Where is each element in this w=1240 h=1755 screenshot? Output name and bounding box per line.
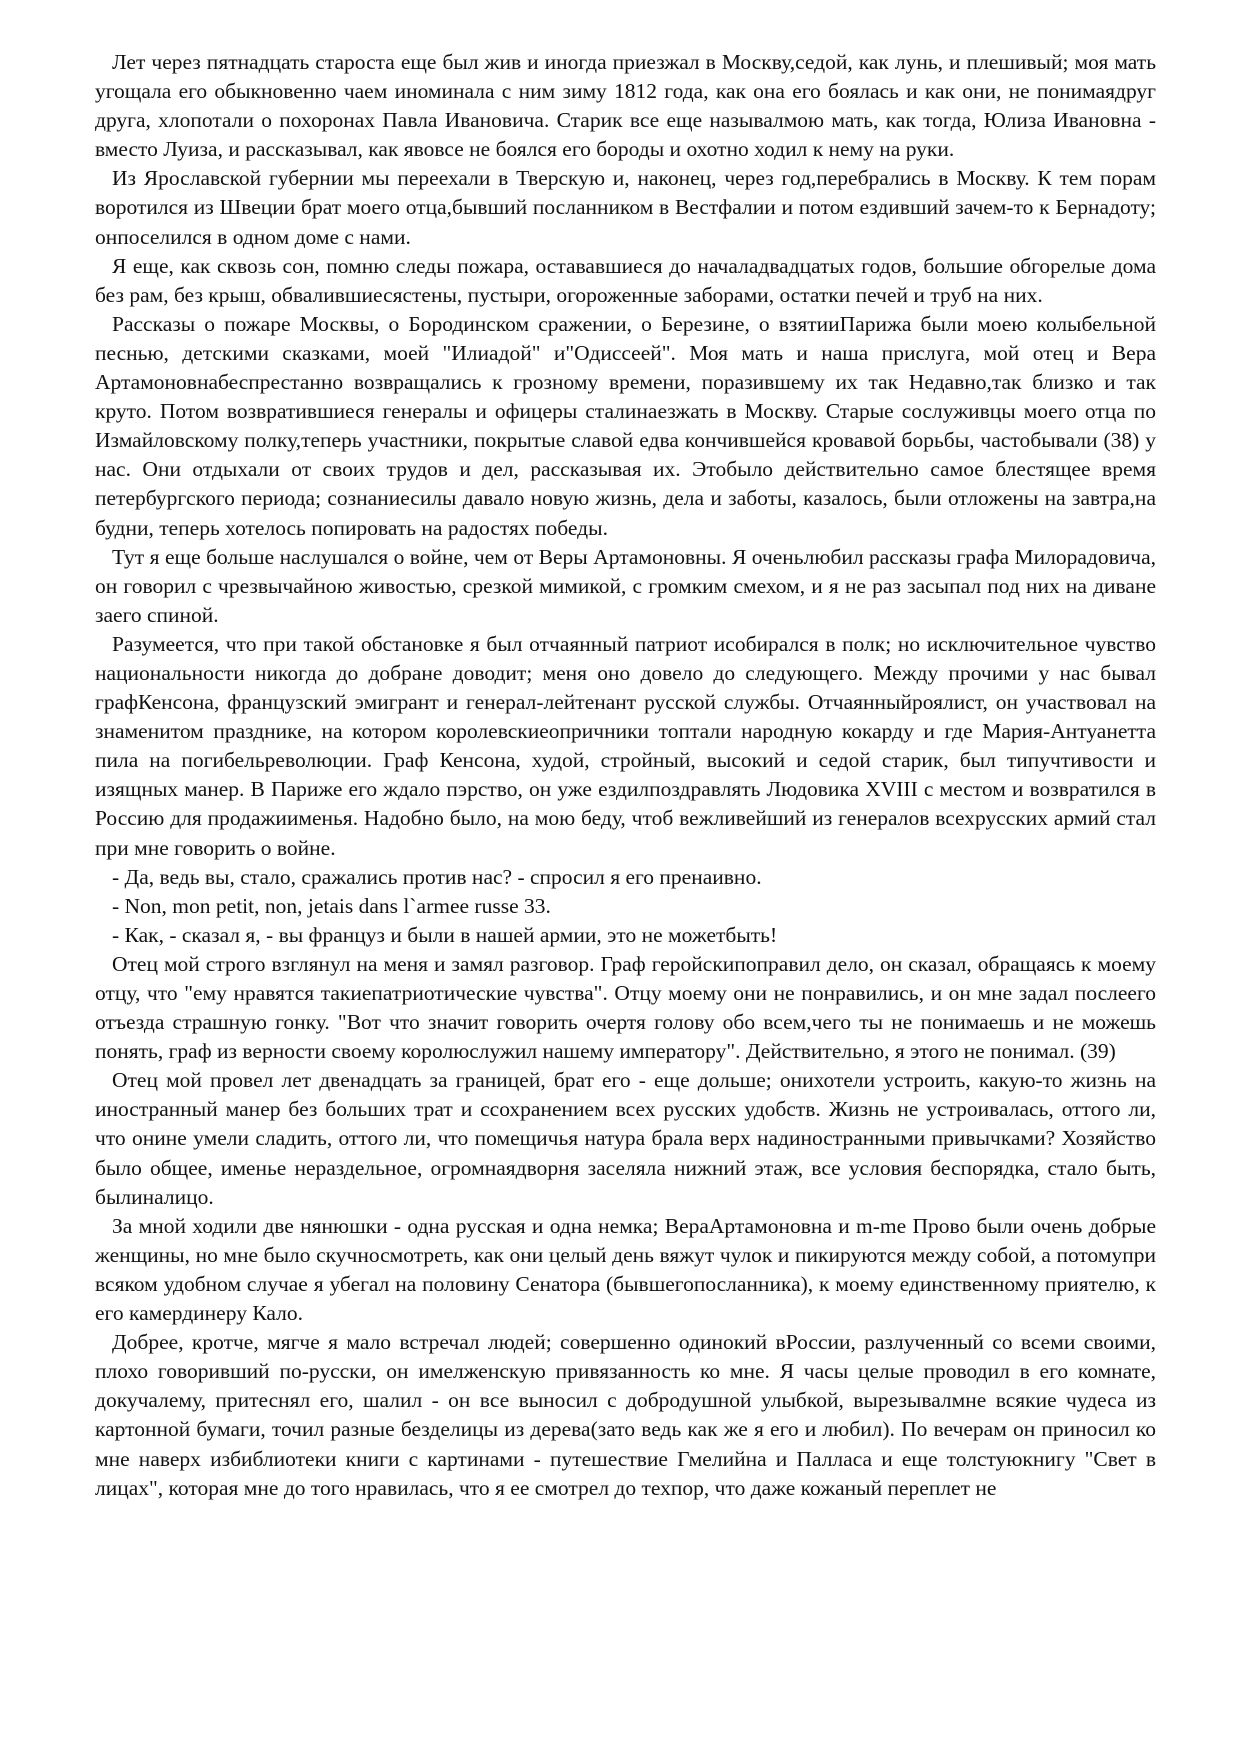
dialogue-line-exclamation: - Как, - сказал я, - вы француз и были в нашей армии, это не можетбыть! — [112, 922, 778, 947]
paragraph-war-stories: Рассказы о пожаре Москвы, о Бородинском сражении, о Березине, о взятииПарижа были моею колыбельной песнью, детскими сказками, моей "Илиадой" и"Одиссеей". Моя мать и наша прислуга, мой отец и Вера Артамоновнабеспрестанно возвращались к грозному времени, поразившему их так Недавно,так близко и так круто. Потом возвратившиеся генералы и офицеры сталинаезжать в Москву. Старые сослуживцы моего отца по Измайловскому полку,теперь участники, покрытые славой едва кончившейся кровавой борьбы, частобывали (38) у нас. Они отдыхали от своих трудов и дел, рассказывая их. Этобыло действительно самое блестящее время петербургского периода; сознаниесилы давало новую жизнь, дела и заботы, казалось, были отложены на завтра,на будни, теперь хотелось попировать на радостях победы. — [95, 311, 1156, 540]
dialogue-line-french-reply: - Non, mon petit, non, jetais dans l`armee russe 33. — [112, 893, 551, 918]
paragraph-kensona: Разумеется, что при такой обстановке я был отчаянный патриот исобирался в полк; но исключительное чувство национальности никогда до добране доводит; меня оно довело до следующего. Между прочими у нас бывал графКенсона, французский эмигрант и генерал-лейтенант русской службы. Отчаянныйроялист, он участвовал на знаменитом празднике, на котором королевскиеопричники топтали народную кокарду и где Мария-Антуанетта пила на погибельреволюции. Граф Кенсона, худой, стройный, высокий и седой старик, был типучтивости и изящных манер. В Париже его ждало пэрство, он уже ездилпоздравлять Людовика XVIII с местом и возвратился в Россию для продажиименья. Надобно было, на мою беду, чтоб вежливейший из генералов всехрусских армий стал при мне говорить о войне. — [95, 631, 1156, 860]
paragraph-starosta: Лет через пятнадцать староста еще был жив и иногда приезжал в Москву,седой, как лунь, и плешивый; моя мать угощала его обыкновенно чаем иноминала с ним зиму 1812 года, как она его боялась и как они, не понимаядруг друга, хлопотали о похоронах Павла Ивановича. Старик все еще называлмою мать, как тогда, Юлиза Ивановна - вместо Луиза, и рассказывал, как явовсе не боялся его бороды и охотно ходил к нему на руки. — [95, 50, 1156, 162]
paragraph-nannies: За мной ходили две нянюшки - одна русская и одна немка; ВераАртамоновна и m-me Прово были очень добрые женщины, но мне было скучносмотреть, как они целый день вяжут чулок и пикируются между собой, а потомупри всяком удобном случае я убегал на половину Сенатора (бывшегопосланника), к моему единственному приятелю, к его камердинеру Кало. — [95, 1213, 1156, 1326]
document-page — [95, 48, 1156, 1503]
paragraph-fire-traces: Я еще, как сквозь сон, помню следы пожара, остававшиеся до началадвадцатых годов, большие обгорелые дома без рам, без крыш, обвалившиесястены, пустыри, огороженные заборами, остатки печей и труб на них. — [95, 253, 1156, 307]
paragraph-move-to-moscow: Из Ярославской губернии мы переехали в Тверскую и, наконец, через год,перебрались в Москву. К тем порам воротился из Швеции брат моего отца,бывший посланником в Вестфалии и потом ездивший зачем-то к Бернадоту; онпоселился в одном доме с нами. — [95, 166, 1156, 249]
paragraph-miloradovich: Тут я еще больше наслушался о войне, чем от Веры Артамоновны. Я оченьлюбил рассказы графа Милорадовича, он говорил с чрезвычайною живостью, срезкой мимикой, с громким смехом, и я не раз засыпал под них на диване заего спиной. — [95, 544, 1156, 627]
paragraph-household: Отец мой провел лет двенадцать за границей, брат его - еще дольше; онихотели устроить, какую-то жизнь на иностранный манер без больших трат и ссохранением всех русских удобств. Жизнь не устроивалась, оттого ли, что онине умели сладить, оттого ли, что помещичья натура брала верх надиностранными привычками? Хозяйство было общее, именье нераздельное, огромнаядворня заселяла нижний этаж, все условия беспорядка, стало быть, былиналицо. — [95, 1068, 1156, 1209]
paragraph-kalo: Добрее, кротче, мягче я мало встречал людей; совершенно одинокий вРоссии, разлученный со всеми своими, плохо говоривший по-русски, он имелженскую привязанность ко мне. Я часы целые проводил в его комнате, докучалему, притеснял его, шалил - он все выносил с добродушной улыбкой, вырезывалмне всякие чудеса из картонной бумаги, точил разные безделицы из дерева(зато ведь как же я его и любил). По вечерам он приносил ко мне наверх избиблиотеки книги с картинами - путешествие Гмелийна и Палласа и еще толстуюкнигу "Свет в лицах", которая мне до того нравилась, что я ее смотрел до техпор, что даже кожаный переплет не — [95, 1330, 1156, 1500]
paragraph-father-reaction: Отец мой строго взглянул на меня и замял разговор. Граф геройскипоправил дело, он сказал, обращаясь к моему отцу, что "ему нравятся такиепатриотические чувства". Отцу моему они не понравились, и он мне задал послеего отъезда страшную гонку. "Вот что значит говорить очертя голову обо всем,чего ты не понимаешь и не можешь понять, граф из верности своему королюслужил нашему императору". Действительно, я этого не понимал. (39) — [95, 951, 1156, 1064]
dialogue-line-question: - Да, ведь вы, стало, сражались против нас? - спросил я его пренаивно. — [112, 864, 762, 889]
